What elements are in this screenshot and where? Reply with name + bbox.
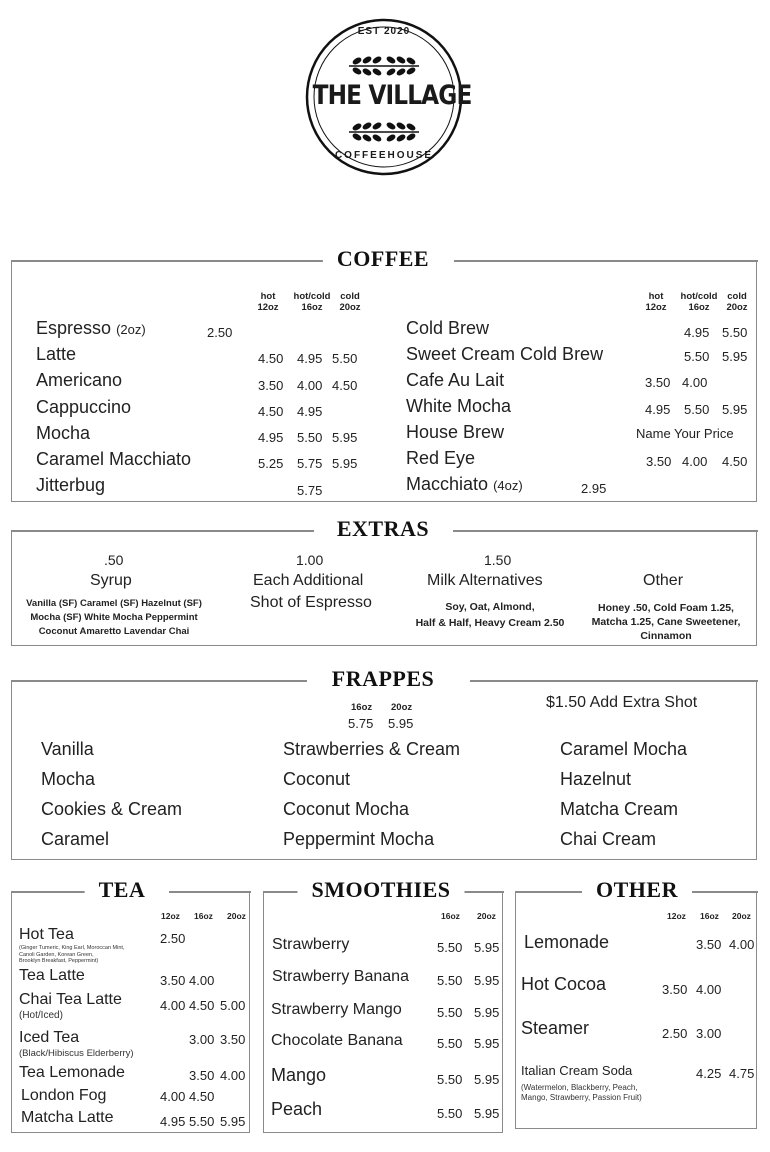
price: 5.95: [332, 456, 358, 471]
other-header-16oz: 16oz: [700, 911, 719, 921]
logo-name: THE VILLAGE: [312, 80, 472, 111]
price: 3.50: [160, 973, 186, 988]
frappe-size-20oz: 20oz: [391, 702, 413, 713]
price: 4.00: [682, 454, 708, 469]
price: 4.25: [696, 1066, 722, 1081]
list-item: Strawberry Banana: [272, 968, 409, 985]
list-item: Espresso (2oz): [36, 318, 146, 338]
price: 4.00: [160, 1089, 186, 1104]
price: 4.95: [258, 430, 284, 445]
price: 3.50: [645, 375, 671, 390]
price: 5.95: [474, 1005, 500, 1020]
price: 3.00: [696, 1026, 722, 1041]
frappe-size-16oz: 16oz: [351, 702, 373, 713]
list-item: Caramel Macchiato: [36, 449, 192, 469]
extras-title: EXTRAS: [323, 516, 443, 542]
price: 4.50: [258, 404, 284, 419]
other-title: OTHER: [582, 877, 692, 903]
price: 5.50: [684, 402, 710, 417]
list-item: Cookies & Cream: [41, 799, 183, 819]
price: 3.50: [696, 937, 722, 952]
extras-detail: Honey .50, Cold Foam 1.25,: [598, 602, 734, 614]
price: 5.50: [297, 430, 323, 445]
smoothies-header-16oz: 16oz: [441, 911, 460, 921]
price: 4.00: [696, 982, 722, 997]
logo-tagline: COFFEEHOUSE: [334, 150, 434, 161]
price: 4.00: [220, 1068, 246, 1083]
list-item: Coconut: [283, 769, 351, 789]
price: 5.00: [220, 998, 246, 1013]
extras-name: Syrup: [90, 572, 132, 589]
list-item: Cold Brew: [406, 318, 490, 338]
price: 5.95: [722, 349, 748, 364]
list-item: Matcha Latte: [21, 1109, 114, 1126]
other-header-20oz: 20oz: [732, 911, 751, 921]
price: 5.95: [474, 1036, 500, 1051]
list-item: Cappuccino: [36, 397, 132, 417]
list-item: Tea Latte: [19, 967, 85, 984]
price: 5.95: [332, 430, 358, 445]
price: 2.50: [160, 931, 186, 946]
list-item: Strawberries & Cream: [283, 739, 461, 759]
list-item: Vanilla: [41, 739, 94, 759]
price-name-your-price: Name Your Price: [636, 426, 734, 441]
header-cold-20oz: cold 20oz: [339, 291, 361, 313]
price: 4.00: [297, 378, 323, 393]
list-item: Caramel Mocha: [560, 739, 688, 759]
list-item: Macchiato (4oz): [406, 474, 523, 494]
price: 4.95: [297, 351, 323, 366]
extras-detail: Matcha 1.25, Cane Sweetener,: [591, 616, 741, 628]
price: 3.50: [662, 982, 688, 997]
extras-detail: Soy, Oat, Almond,: [445, 601, 535, 613]
price: 5.50: [437, 940, 463, 955]
list-item: Steamer: [521, 1018, 590, 1038]
frappe-price-20oz: 5.95: [388, 716, 414, 731]
price: 4.95: [684, 325, 710, 340]
logo: [305, 18, 472, 176]
smoothies-title: SMOOTHIES: [298, 877, 465, 903]
price: 3.50: [220, 1032, 246, 1047]
list-item-sub: (Black/Hibiscus Elderberry): [19, 1048, 134, 1059]
tea-header-16oz: 16oz: [194, 911, 213, 921]
price: 4.50: [258, 351, 284, 366]
price: 4.00: [682, 375, 708, 390]
price: 5.50: [437, 1072, 463, 1087]
price: 4.95: [297, 404, 323, 419]
other-header-12oz: 12oz: [667, 911, 686, 921]
price: 3.50: [258, 378, 284, 393]
coffee-title: COFFEE: [323, 246, 443, 272]
price: 5.50: [437, 1036, 463, 1051]
list-item: Mocha: [41, 769, 96, 789]
price: 4.50: [189, 998, 215, 1013]
list-item: Mocha: [36, 423, 91, 443]
list-item: Jitterbug: [36, 475, 106, 495]
price: 5.75: [297, 483, 323, 498]
price: 2.50: [662, 1026, 688, 1041]
list-item: House Brew: [406, 422, 505, 442]
price: 5.95: [474, 940, 500, 955]
price: 5.50: [189, 1114, 215, 1129]
list-item: Chai Cream: [560, 829, 657, 849]
price: 5.75: [297, 456, 323, 471]
frappe-extra-shot: $1.50 Add Extra Shot: [546, 694, 698, 711]
list-item: Hot Tea: [19, 926, 74, 943]
extras-price: 1.00: [296, 552, 324, 568]
list-item: Hot Cocoa: [521, 974, 607, 994]
list-item: London Fog: [21, 1087, 107, 1104]
price: 4.95: [160, 1114, 186, 1129]
price: 5.50: [437, 1106, 463, 1121]
price: 4.00: [189, 973, 215, 988]
price: 3.50: [646, 454, 672, 469]
price: 5.50: [437, 973, 463, 988]
price: 4.00: [160, 998, 186, 1013]
list-item: Latte: [36, 344, 77, 364]
tea-title: TEA: [85, 877, 160, 903]
list-item: Americano: [36, 370, 123, 390]
price: 4.50: [332, 378, 358, 393]
extras-name: Milk Alternatives: [427, 572, 543, 589]
price: 5.95: [474, 973, 500, 988]
list-item-sub: (Hot/Iced): [19, 1010, 63, 1021]
list-item: Tea Lemonade: [19, 1064, 125, 1081]
extras-name: Other: [643, 572, 684, 589]
list-item: White Mocha: [406, 396, 512, 416]
list-item: Sweet Cream Cold Brew: [406, 344, 604, 364]
frappes-title: FRAPPES: [318, 666, 449, 692]
list-item: Chai Tea Latte: [19, 991, 122, 1008]
list-item: Caramel: [41, 829, 110, 849]
extras-price: 1.50: [484, 552, 512, 568]
price: 4.50: [189, 1089, 215, 1104]
price: 2.50: [207, 325, 233, 340]
header-cold-20oz: cold 20oz: [726, 291, 748, 313]
list-item: Matcha Cream: [560, 799, 679, 819]
price: 2.95: [581, 481, 607, 496]
header-hot-12oz: hot 12oz: [257, 291, 279, 313]
extras-detail: Vanilla (SF) Caramel (SF) Hazelnut (SF): [26, 598, 202, 609]
list-item: Peppermint Mocha: [283, 829, 435, 849]
header-hotcold-16oz: hot/cold 16oz: [293, 291, 331, 313]
price: 5.95: [220, 1114, 246, 1129]
tea-header-20oz: 20oz: [227, 911, 246, 921]
list-item: Coconut Mocha: [283, 799, 410, 819]
extras-detail: Coconut Amaretto Lavendar Chai: [38, 626, 190, 637]
price: 4.75: [729, 1066, 755, 1081]
smoothies-header-20oz: 20oz: [477, 911, 496, 921]
list-item-sub: (Ginger Tumeric, King Earl, Moroccan Mint, Canoli Garden, Korean Green, Brooklyn Breakfast, Peppermint): [19, 945, 125, 964]
list-item: Strawberry: [272, 936, 350, 953]
price: 3.00: [189, 1032, 215, 1047]
extras-price: .50: [104, 552, 124, 568]
price: 4.50: [722, 454, 748, 469]
list-item-sub: (Watermelon, Blackberry, Peach, Mango, Strawberry, Passion Fruit): [521, 1083, 642, 1102]
header-hot-12oz: hot 12oz: [645, 291, 667, 313]
list-item: Peach: [271, 1099, 323, 1119]
extras-detail: Half & Half, Heavy Cream 2.50: [415, 617, 565, 629]
price: 4.00: [729, 937, 755, 952]
price: 5.50: [722, 325, 748, 340]
extras-detail: Mocha (SF) White Mocha Peppermint: [30, 612, 198, 623]
list-item: Strawberry Mango: [271, 1001, 402, 1018]
list-item: Iced Tea: [19, 1029, 80, 1046]
list-item: Hazelnut: [560, 769, 632, 789]
tea-header-12oz: 12oz: [161, 911, 180, 921]
price: 5.50: [684, 349, 710, 364]
header-hotcold-16oz: hot/cold 16oz: [680, 291, 718, 313]
price: 3.50: [189, 1068, 215, 1083]
list-item: Mango: [271, 1065, 327, 1085]
price: 5.95: [722, 402, 748, 417]
extras-detail: Cinnamon: [640, 630, 692, 642]
list-item: Cafe Au Lait: [406, 370, 505, 390]
extras-name: Shot of Espresso: [250, 594, 372, 611]
frappe-price-16oz: 5.75: [348, 716, 374, 731]
list-item: Red Eye: [406, 448, 476, 468]
price: 5.50: [332, 351, 358, 366]
list-item: Italian Cream Soda: [521, 1063, 633, 1078]
price: 4.95: [645, 402, 671, 417]
price: 5.25: [258, 456, 284, 471]
logo-est: EST 2020: [357, 26, 411, 37]
list-item: Lemonade: [524, 932, 610, 952]
price: 5.95: [474, 1106, 500, 1121]
extras-name: Each Additional: [253, 572, 364, 589]
list-item: Chocolate Banana: [271, 1032, 403, 1049]
price: 5.95: [474, 1072, 500, 1087]
price: 5.50: [437, 1005, 463, 1020]
